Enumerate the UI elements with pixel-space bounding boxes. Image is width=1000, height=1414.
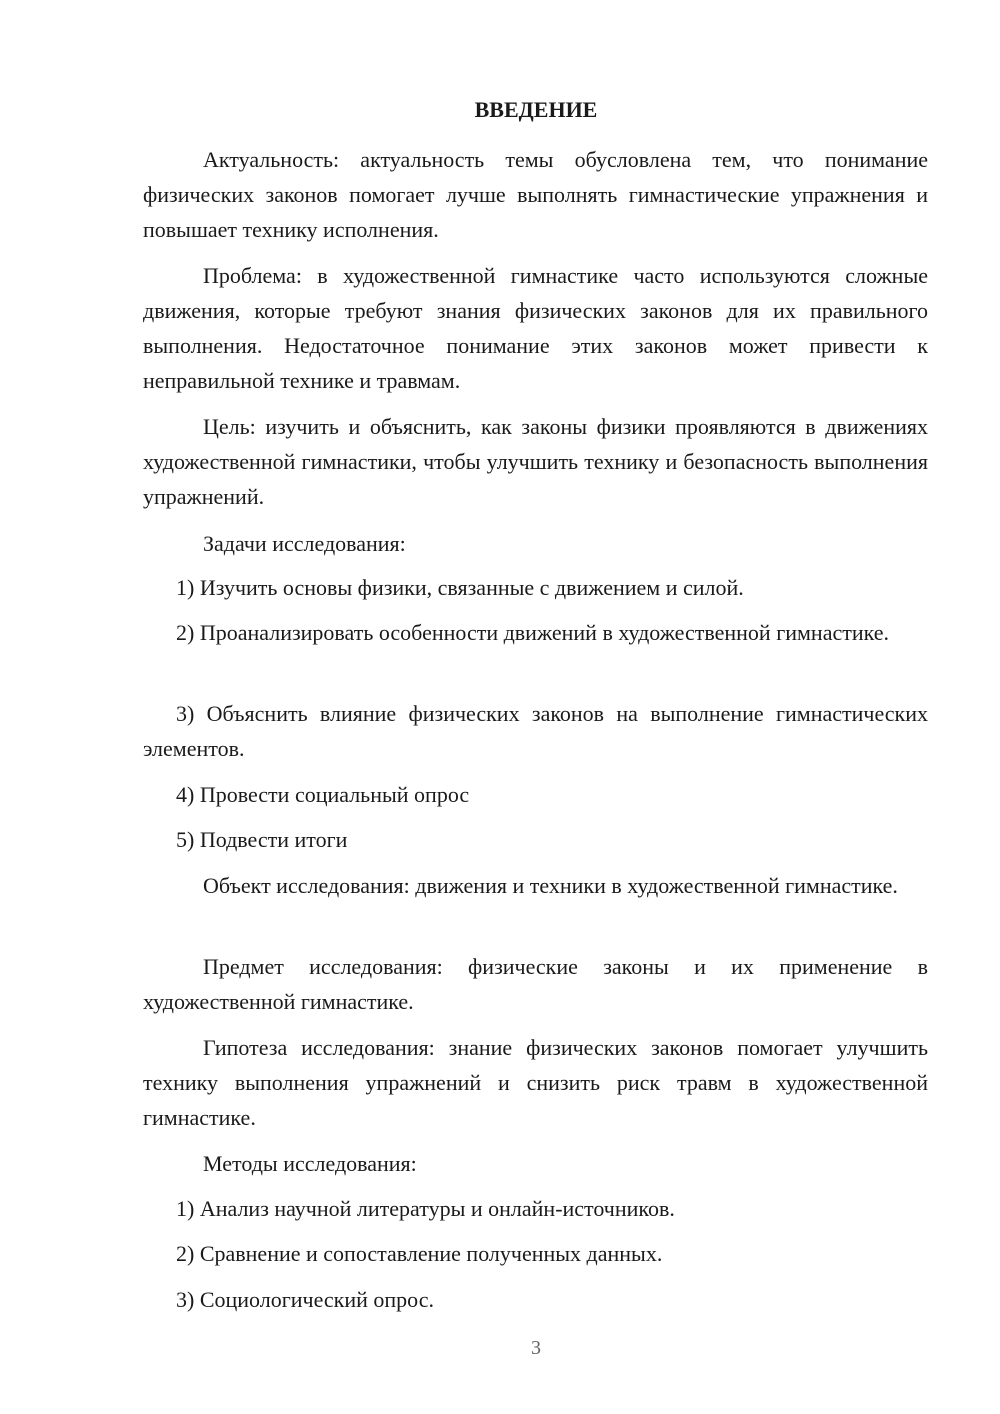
task-item-3: 3) Объяснить влияние физических законов на выполнение гимнастических элементов. bbox=[143, 701, 928, 761]
methods-heading: Методы исследования: bbox=[203, 1151, 417, 1176]
page-number: 3 bbox=[531, 1337, 541, 1359]
page-title: ВВЕДЕНИЕ bbox=[474, 97, 598, 122]
method-item-1: 1) Анализ научной литературы и онлайн-источников. bbox=[176, 1196, 675, 1221]
object-paragraph: Объект исследования: движения и техники в художественной гимнастике. bbox=[203, 873, 898, 898]
goal-paragraph: Цель: изучить и объяснить, как законы физики проявляются в движениях художественной гимнастики, чтобы улучшить технику и безопасность выполнения упражнений. bbox=[143, 414, 928, 509]
subject-paragraph: Предмет исследования: физические законы и их применение в художественной гимнастике. bbox=[143, 954, 928, 1014]
hypothesis-paragraph: Гипотеза исследования: знание физических законов помогает улучшить технику выполнения упражнений и снизить риск травм в художественной гимнастике. bbox=[143, 1035, 928, 1130]
task-item-5: 5) Подвести итоги bbox=[176, 827, 348, 852]
method-item-3: 3) Социологический опрос. bbox=[176, 1287, 434, 1312]
task-item-4: 4) Провести социальный опрос bbox=[176, 782, 470, 807]
task-item-2: 2) Проанализировать особенности движений в художественной гимнастике. bbox=[176, 620, 890, 645]
relevance-paragraph: Актуальность: актуальность темы обусловлена тем, что понимание физических законов помогает лучше выполнять гимнастические упражнения и повышает технику исполнения. bbox=[143, 147, 928, 242]
method-item-2: 2) Сравнение и сопоставление полученных данных. bbox=[176, 1241, 663, 1266]
tasks-heading: Задачи исследования: bbox=[203, 531, 406, 556]
problem-paragraph: Проблема: в художественной гимнастике часто используются сложные движения, которые требуют знания физических законов для их правильного выполнения. Недостаточное понимание этих законов может привести к неправильной технике и травмам. bbox=[143, 263, 928, 393]
task-item-1: 1) Изучить основы физики, связанные с движением и силой. bbox=[176, 575, 744, 600]
